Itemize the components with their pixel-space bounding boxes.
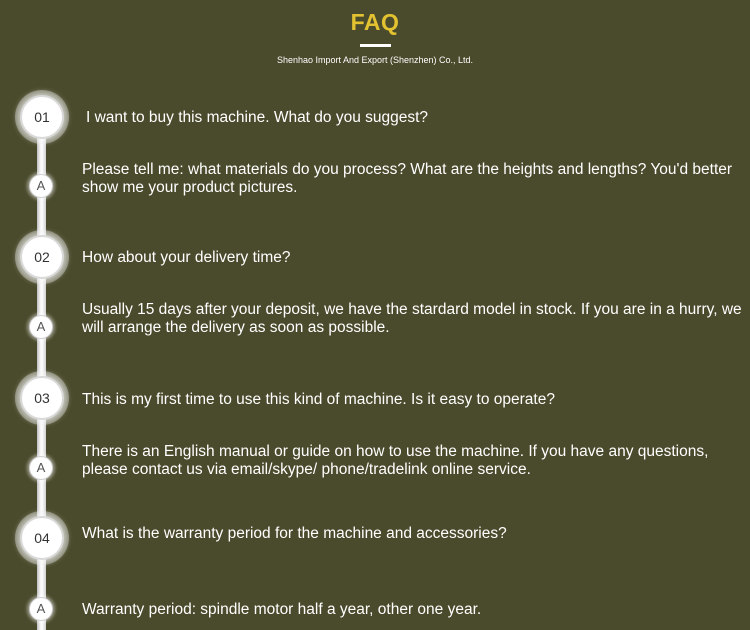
- answer-badge: A: [29, 597, 53, 621]
- question-number-badge: 02: [20, 235, 64, 279]
- company-name: Shenhao Import And Export (Shenzhen) Co., Ltd.: [276, 55, 474, 65]
- question-number-badge: 04: [20, 516, 64, 560]
- page-title: FAQ: [350, 9, 400, 35]
- question-text: How about your delivery time?: [82, 249, 291, 266]
- question-text: What is the warranty period for the machine and accessories?: [82, 525, 507, 542]
- question-number-badge: 01: [20, 95, 64, 139]
- answer-badge: A: [29, 456, 53, 480]
- answer-text: Warranty period: spindle motor half a year, other one year.: [82, 601, 482, 618]
- answer-text: Usually 15 days after your deposit, we have the stardard model in stock. If you are in a hurry, we will arrange the delivery as soon as possible.: [82, 301, 742, 336]
- answer-badge: A: [29, 174, 53, 198]
- title-underline: [360, 44, 391, 47]
- question-text: This is my first time to use this kind of machine. Is it easy to operate?: [82, 391, 555, 408]
- answer-text: Please tell me: what materials do you process? What are the heights and lengths? You'd better show me your product pictures.: [82, 161, 733, 196]
- question-number-badge: 03: [20, 376, 64, 420]
- question-text: I want to buy this machine. What do you suggest?: [86, 109, 429, 126]
- answer-badge: A: [29, 315, 53, 339]
- answer-text: There is an English manual or guide on how to use the machine. If you have any questions, please contact us via email/skype/ phone/tradelink online service.: [82, 443, 709, 478]
